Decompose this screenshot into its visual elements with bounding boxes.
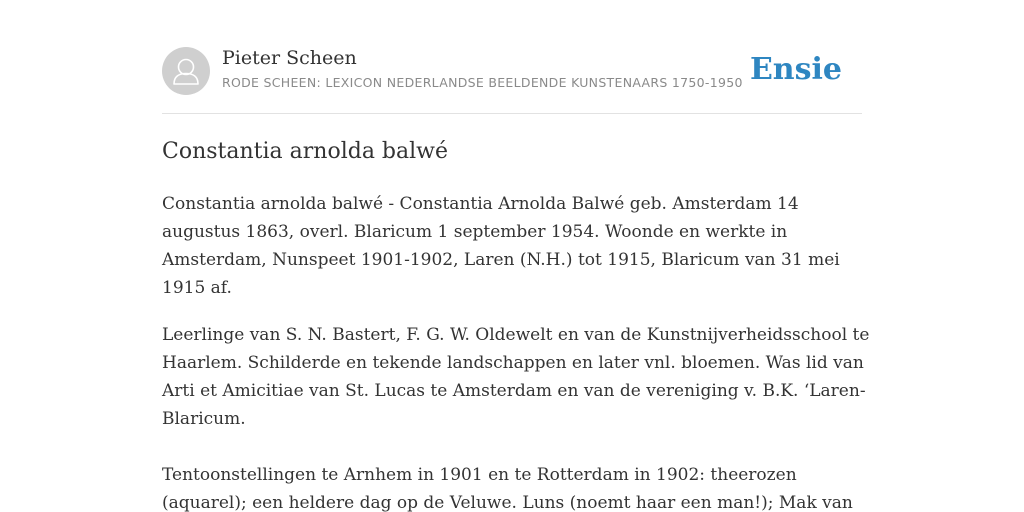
paragraph-line: Blaricum. [162, 409, 246, 429]
paragraph-line: Arti et Amicitiae van St. Lucas te Amsterdam en van de vereniging v. B.K. ‘Laren- [162, 381, 866, 401]
user-silhouette-icon [162, 47, 210, 95]
article-paragraph-1 [162, 190, 862, 302]
paragraph-line: Leerlinge van S. N. Bastert, F. G. W. Oldewelt en van de Kunstnijverheidsschool te [162, 325, 870, 345]
paragraph-line: augustus 1863, overl. Blaricum 1 september 1954. Woonde en werkte in [162, 222, 788, 242]
author-avatar[interactable] [162, 47, 210, 95]
article-paragraph-2 [162, 321, 870, 433]
article-body [162, 190, 870, 512]
site-logo[interactable]: Ensie [749, 52, 842, 87]
paragraph-line: Tentoonstellingen te Arnhem in 1901 en te Rotterdam in 1902: theerozen [162, 465, 797, 485]
article-header [162, 46, 862, 96]
article-paragraph-3 [162, 461, 862, 512]
paragraph-line: Constantia arnolda balwé - Constantia Arnolda Balwé geb. Amsterdam 14 [162, 194, 799, 214]
header-divider [162, 113, 862, 114]
paragraph-line: (aquarel); een heldere dag op de Veluwe. Luns (noemt haar een man!); Mak van [162, 493, 853, 512]
author-name[interactable]: Pieter Scheen [222, 47, 357, 69]
paragraph-line: 1915 af. [162, 278, 232, 298]
article-title: Constantia arnolda balwé [162, 139, 449, 164]
source-name[interactable]: RODE SCHEEN: LEXICON NEDERLANDSE BEELDENDE KUNSTENAARS 1750-1950 [222, 75, 743, 90]
paragraph-line: Haarlem. Schilderde en tekende landschappen en later vnl. bloemen. Was lid van [162, 353, 864, 373]
paragraph-line: Amsterdam, Nunspeet 1901-1902, Laren (N.H.) tot 1915, Blaricum van 31 mei [162, 250, 840, 270]
